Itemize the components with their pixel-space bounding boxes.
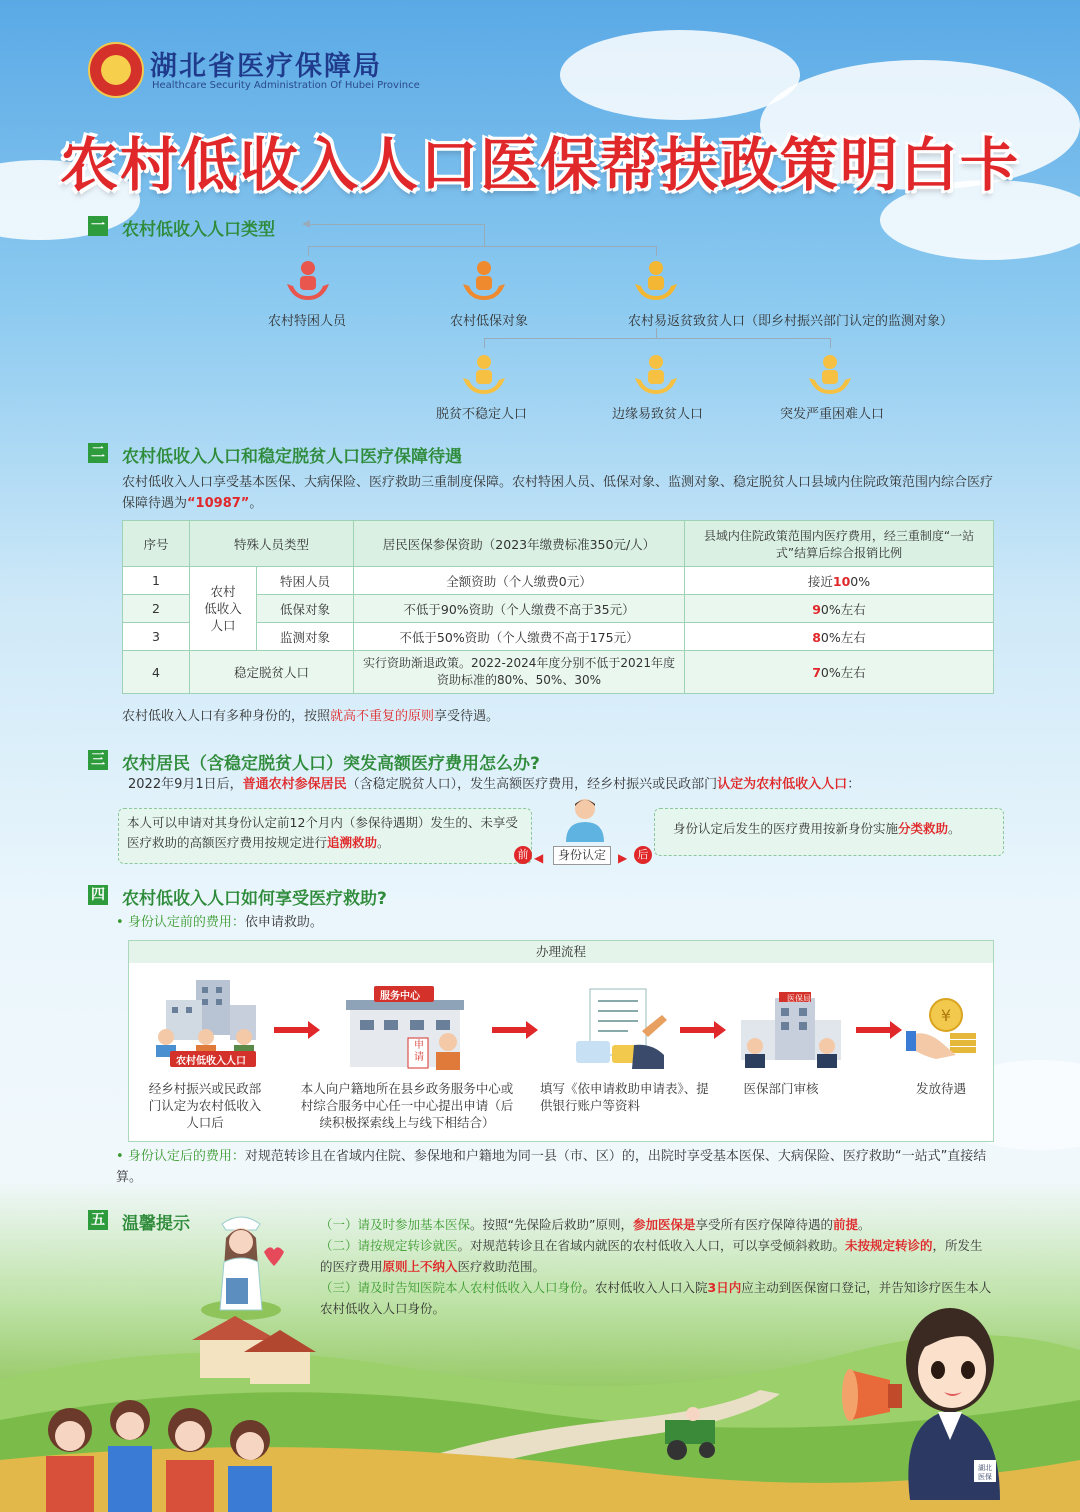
flow-step-label: 医保部门审核: [743, 1081, 819, 1096]
subtype-label: 边缘易致贫人口: [612, 407, 704, 422]
type-label: 农村特困人员: [268, 314, 347, 329]
national-emblem-icon: [88, 42, 144, 98]
flow-step-label: 发放待遇: [915, 1081, 966, 1096]
mascot-with-megaphone: [840, 1300, 1040, 1512]
table-row: 3 监测对象 不低于50%资助（个人缴费不高于175元） 80%左右: [123, 623, 994, 651]
bullet-after: • 身份认定后的费用：对规范转诊且在省域内住院、参保地和户籍地为同一县（市、区）的，出院时享受基本医保、大病保险、医疗救助“一站式”直接结算。: [116, 1149, 987, 1185]
svg-text:¥: ¥: [940, 1006, 952, 1025]
tip-2: （二）请按规定转诊就医。对规范转诊且在省域内就医的农村低收入人口，可以享受倾斜救助。未按规定转诊的，所发生的医疗费用原则上不纳入医疗救助范围。: [320, 1238, 983, 1274]
flow-arrow-icon: [680, 1027, 716, 1033]
flow-arrow-icon: [856, 1027, 892, 1033]
section-1-title: 农村低收入人口类型: [122, 220, 275, 240]
arrow-right-icon: ▶: [618, 851, 628, 865]
flow-step-label: 本人向户籍地所在县乡政务服务中心或村综合服务中心任一中心提出申请（后续积极探索线上与线下相结合）: [300, 1081, 514, 1130]
people-icon: [631, 256, 681, 306]
ratio-cell: 70%左右: [685, 651, 994, 694]
bullet-before: • 身份认定前的费用：依申请救助。: [116, 915, 323, 930]
group-cell: 农村 低收入 人口: [190, 567, 257, 651]
tip-1: （一）请及时参加基本医保。按照“先保险后救助”原则，参加医保是享受所有医疗保障待遇的前提。: [320, 1217, 871, 1232]
org-name-en: Healthcare Security Administration Of Hubei Province: [152, 80, 420, 91]
person-icon: [562, 796, 608, 842]
before-marker: 前: [514, 846, 532, 864]
table-row: 2 低保对象 不低于90%资助（个人缴费不高于35元） 90%左右: [123, 595, 994, 623]
section-2-number: 二: [88, 443, 108, 463]
section-2-note: 农村低收入人口有多种身份的，按照就高不重复的原则享受待遇。: [122, 709, 500, 724]
table-header: 序号: [123, 521, 190, 567]
people-icon: [283, 256, 333, 306]
arrow-left-icon: ◀: [534, 851, 544, 865]
flow-arrow-icon: [492, 1027, 528, 1033]
people-icon: [805, 350, 855, 400]
section-3-number: 三: [88, 750, 108, 770]
section-5-number: 五: [88, 1210, 108, 1230]
section-5-title: 温馨提示: [122, 1214, 190, 1234]
process-title: 办理流程: [129, 941, 993, 963]
section-2-title: 农村低收入人口和稳定脱贫人口医疗保障待遇: [122, 447, 462, 467]
flow-step-label: 填写《依申请救助申请表》、提供银行账户等资料: [540, 1081, 709, 1113]
flow-step-label: 经乡村振兴或民政部门认定为农村低收入人口后: [148, 1081, 262, 1130]
form-document-icon: [572, 985, 672, 1070]
people-icon: [459, 256, 509, 306]
coin-hand-icon: [906, 995, 982, 1067]
after-marker: 后: [634, 846, 652, 864]
service-center-sign: 服务中心: [380, 991, 420, 1002]
policy-table: [122, 520, 994, 694]
nurse-illustration: [196, 1210, 306, 1320]
after-box: 身份认定后发生的医疗费用按新身份实施分类救助。: [654, 808, 1004, 856]
section-2-intro: 农村低收入人口享受基本医保、大病保险、医疗救助三重制度保障。农村特困人员、低保对象、监测对象、稳定脱贫人口县域内住院政策范围内综合医疗保障待遇为“10987”。: [122, 475, 994, 511]
table-header: 特殊人员类型: [190, 521, 354, 567]
ratio-cell: 接近100%: [685, 567, 994, 595]
subtype-label: 脱贫不稳定人口: [436, 407, 528, 422]
ratio-cell: 80%左右: [685, 623, 994, 651]
section-4-title: 农村低收入人口如何享受医疗救助?: [122, 889, 387, 909]
subtype-label: 突发严重困难人口: [780, 407, 885, 422]
section-3-intro: 2022年9月1日后，普通农村参保居民（含稳定脱贫人口），发生高额医疗费用，经乡村振兴或民政部门认定为农村低收入人口：: [128, 777, 861, 792]
badge-label: 农村低收入人口: [176, 1056, 246, 1067]
page-title: 农村低收入人口医保帮扶政策明白卡: [59, 131, 1020, 199]
type-label: 农村易返贫致贫人口（即乡村振兴部门认定的监测对象）: [628, 314, 954, 329]
section-4-number: 四: [88, 885, 108, 905]
bureau-sign: 医保局: [787, 994, 811, 1003]
section-1-number: 一: [88, 216, 108, 236]
table-header: 居民医保参保资助（2023年缴费标准350元/人）: [354, 521, 685, 567]
apply-sign: 申请: [414, 1040, 424, 1063]
table-row: 1 农村 低收入 人口 特困人员 全额资助（个人缴费0元） 接近100%: [123, 567, 994, 595]
org-name: 湖北省医疗保障局: [150, 51, 382, 82]
type-label: 农村低保对象: [450, 314, 529, 329]
people-icon: [459, 350, 509, 400]
table-row: 4 稳定脱贫人口 实行资助渐退政策。2022-2024年度分别不低于2021年度资助标准的80%、50%、30% 70%左右: [123, 651, 994, 694]
tip-3: （三）请及时告知医院本人农村低收入人口身份。农村低收入人口入院3日内应主动到医保窗口登记，并告知诊疗医生本人农村低收入人口身份。: [320, 1280, 992, 1316]
ratio-cell: 90%左右: [685, 595, 994, 623]
mascot-badge: 湖北医保: [978, 1464, 992, 1481]
people-icon: [631, 350, 681, 400]
flow-arrow-icon: [274, 1027, 310, 1033]
identity-label: 身份认定: [553, 846, 611, 865]
table-header: 县域内住院政策范围内医疗费用，经三重制度“一站式”结算后综合报销比例: [685, 521, 994, 567]
section-3-title: 农村居民（含稳定脱贫人口）突发高额医疗费用怎么办?: [122, 754, 540, 774]
before-box: 本人可以申请对其身份认定前12个月内（参保待遇期）发生的、未享受医疗救助的高额医疗费用按规定进行追溯救助。: [118, 808, 532, 864]
